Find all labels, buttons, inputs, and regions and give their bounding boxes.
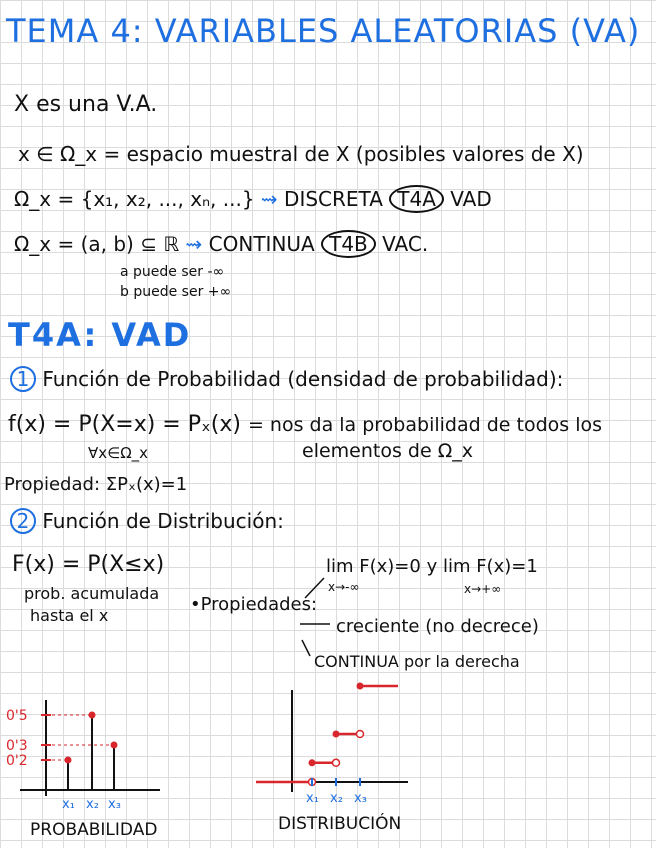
continua-tag: T4B bbox=[321, 230, 376, 258]
chart1-ytick: 0'2 bbox=[6, 753, 28, 769]
chart2-xtick: x₃ bbox=[354, 791, 367, 806]
discreta-expr: Ω_x = {x₁, x₂, ..., xₙ, ...} bbox=[14, 187, 255, 211]
squiggle-arrow-icon: ⇝ bbox=[260, 187, 278, 211]
section-heading: T4A: VAD bbox=[8, 316, 192, 354]
discreta-tag: T4A bbox=[389, 185, 444, 213]
chart1-xtick: x₃ bbox=[108, 797, 121, 812]
omega-definition: x ∈ Ω_x = espacio muestral de X (posibles valores de X) bbox=[18, 142, 584, 166]
chart1-xtick: x₁ bbox=[62, 797, 75, 812]
item1-desc1: = nos da la probabilidad de todos los bbox=[247, 414, 602, 436]
continua-word: CONTINUA bbox=[208, 232, 315, 256]
item1-desc2: elementos de Ω_x bbox=[302, 440, 473, 462]
chart2-open-point bbox=[333, 759, 340, 766]
chart2-xtick: x₂ bbox=[330, 791, 343, 806]
note-b: b puede ser +∞ bbox=[120, 284, 232, 300]
item2-prop3: CONTINUA por la derecha bbox=[314, 652, 520, 671]
item1-number: 1 bbox=[10, 366, 36, 392]
continua-expr: Ω_x = (a, b) ⊆ ℝ bbox=[14, 232, 180, 256]
chart2-title: DISTRIBUCIÓN bbox=[278, 814, 402, 834]
item1-heading: Función de Probabilidad (densidad de probabilidad): bbox=[42, 367, 564, 391]
page-title: TEMA 4: VARIABLES ALEATORIAS (VA) bbox=[6, 12, 641, 50]
item1-property: Propiedad: ΣPₓ(x)=1 bbox=[4, 474, 188, 495]
item2-prop2: creciente (no decrece) bbox=[336, 616, 539, 637]
item2-heading: Función de Distribución: bbox=[42, 509, 284, 533]
squiggle-arrow-icon: ⇝ bbox=[185, 232, 203, 256]
item1-formula-text: f(x) = P(X=x) = Pₓ(x) bbox=[8, 412, 241, 437]
item2-prop1-sub-b: x→+∞ bbox=[464, 582, 502, 596]
chart2-closed-point bbox=[309, 759, 316, 766]
chart1-ytick: 0'5 bbox=[6, 708, 28, 724]
chart2-closed-point bbox=[333, 731, 340, 738]
chart2-open-point bbox=[357, 731, 364, 738]
chart1-xtick: x₂ bbox=[86, 797, 99, 812]
discreta-abbr: VAD bbox=[450, 187, 492, 211]
continua-abbr: VAC. bbox=[382, 232, 429, 256]
item2-props-label: •Propiedades: bbox=[190, 594, 318, 615]
chart1-title: PROBABILIDAD bbox=[30, 820, 158, 840]
item2-prop1: lim F(x)=0 y lim F(x)=1 bbox=[326, 556, 538, 577]
item2-note1: prob. acumulada bbox=[24, 584, 160, 603]
item2-prop1-sub-a: x→-∞ bbox=[328, 580, 360, 594]
item2-formula: F(x) = P(X≤x) bbox=[12, 552, 165, 577]
item1-sub: ∀x∈Ω_x bbox=[88, 444, 149, 462]
item2-note2: hasta el x bbox=[30, 606, 109, 625]
va-line: X es una V.A. bbox=[14, 92, 158, 117]
chart1-ytick: 0'3 bbox=[6, 738, 28, 754]
chart2-xtick: x₁ bbox=[306, 791, 319, 806]
chart2-closed-point bbox=[357, 683, 364, 690]
discreta-word: DISCRETA bbox=[284, 187, 383, 211]
note-a: a puede ser -∞ bbox=[120, 264, 225, 280]
item2-number: 2 bbox=[10, 508, 36, 534]
